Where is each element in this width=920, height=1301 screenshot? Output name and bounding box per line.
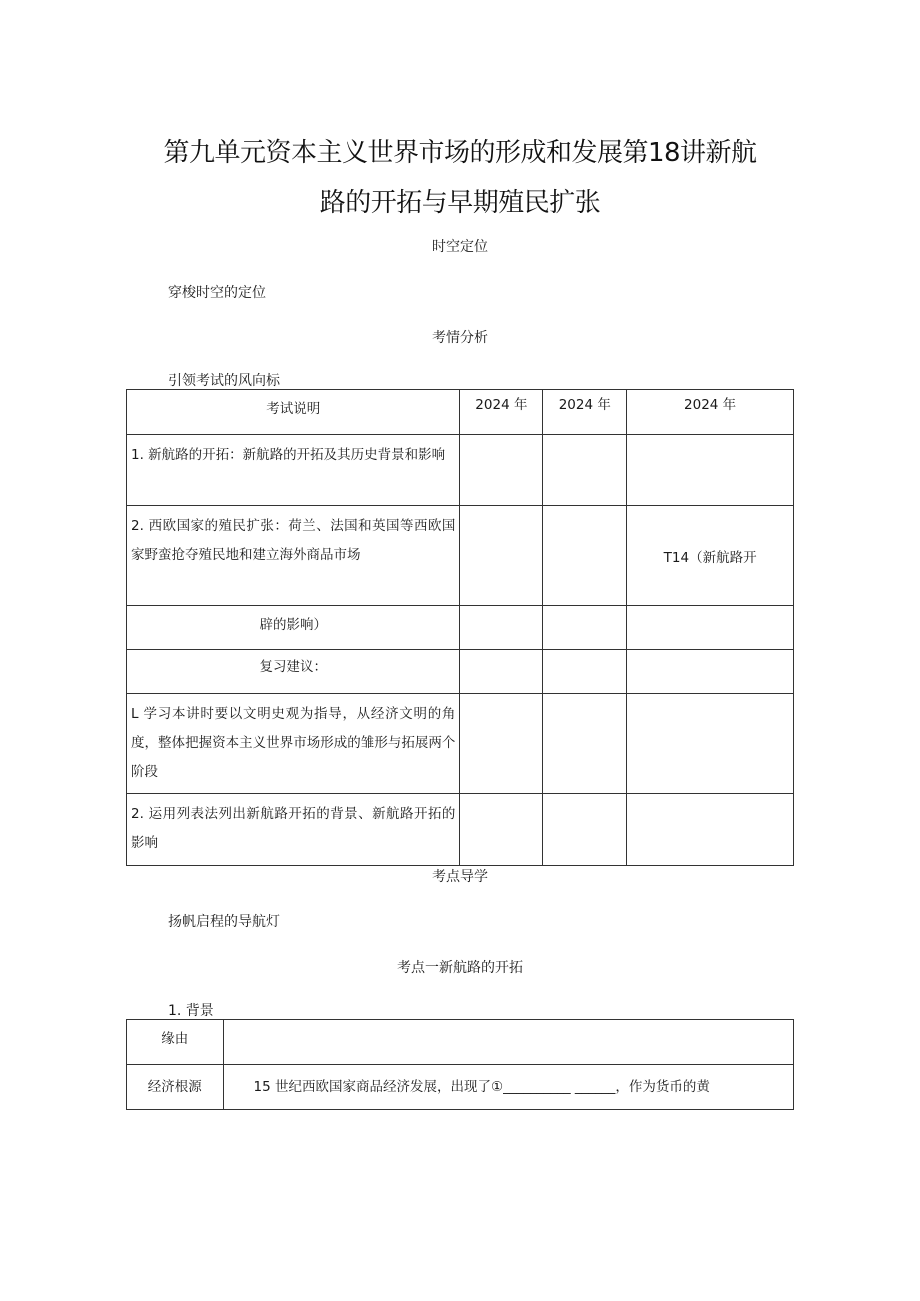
table-row xyxy=(127,606,794,650)
page-title-line1: 第九单元资本主义世界市场的形成和发展第18讲新航 xyxy=(163,138,757,168)
row-cell xyxy=(460,606,543,650)
section-heading-guide: 考点导学 xyxy=(432,869,488,885)
row-cell xyxy=(543,606,627,650)
section-heading-point1: 考点一新航路的开拓 xyxy=(397,960,523,976)
section-heading-exam-analysis: 考情分析 xyxy=(432,330,488,346)
row-label: 缘由 xyxy=(127,1020,224,1065)
table-row xyxy=(127,506,794,606)
row-cell xyxy=(543,506,627,606)
row-cell xyxy=(627,650,794,694)
row-content xyxy=(223,1020,794,1065)
subsection-background: 1. 背景 xyxy=(168,1003,214,1019)
table-row xyxy=(127,1065,794,1110)
section-subheading-guide: 扬帆启程的导航灯 xyxy=(168,914,280,930)
background-table xyxy=(126,1019,794,1110)
row-cell-exam-item: T14（新航路开 xyxy=(627,506,794,606)
row-cell xyxy=(627,694,794,794)
table-row xyxy=(127,650,794,694)
header-exam-description: 考试说明 xyxy=(127,390,460,435)
table-row xyxy=(127,694,794,794)
row-label: 经济根源 xyxy=(127,1065,224,1110)
row-cell xyxy=(460,694,543,794)
table-header-row xyxy=(127,390,794,435)
header-year: 2024 年 xyxy=(627,390,794,435)
row-cell xyxy=(543,694,627,794)
header-year: 2024 年 xyxy=(460,390,543,435)
page-title-line2: 路的开拓与早期殖民扩张 xyxy=(319,188,601,218)
table-row xyxy=(127,1020,794,1065)
row-cell xyxy=(460,506,543,606)
header-year: 2024 年 xyxy=(543,390,627,435)
row-cell xyxy=(543,435,627,506)
row-cell xyxy=(543,650,627,694)
row-description: L 学习本讲时要以文明史观为指导，从经济文明的角度，整体把握资本主义世界市场形成的雏形与拓展两个阶段 xyxy=(127,694,460,794)
section-subheading-time-space: 穿梭时空的定位 xyxy=(168,285,266,301)
row-description: 复习建议： xyxy=(127,650,460,694)
table-row xyxy=(127,794,794,866)
row-cell xyxy=(460,650,543,694)
row-description: 辟的影响） xyxy=(127,606,460,650)
section-heading-time-space: 时空定位 xyxy=(432,239,488,255)
section-subheading-exam-analysis: 引领考试的风向标 xyxy=(168,373,280,389)
row-description: 2. 运用列表法列出新航路开拓的背景、新航路开拓的影响 xyxy=(127,794,460,866)
exam-table xyxy=(126,389,794,866)
row-description: 2. 西欧国家的殖民扩张：荷兰、法国和英国等西欧国家野蛮抢夺殖民地和建立海外商品市场 xyxy=(127,506,460,606)
row-description: 1. 新航路的开拓：新航路的开拓及其历史背景和影响 xyxy=(127,435,460,506)
table-row xyxy=(127,435,794,506)
row-cell xyxy=(460,435,543,506)
row-cell xyxy=(543,794,627,866)
row-cell xyxy=(627,606,794,650)
row-cell xyxy=(627,794,794,866)
row-cell xyxy=(627,435,794,506)
row-content: 15 世纪西欧国家商品经济发展，出现了①__________ ______，作为货币的黄 xyxy=(223,1065,794,1110)
row-cell xyxy=(460,794,543,866)
